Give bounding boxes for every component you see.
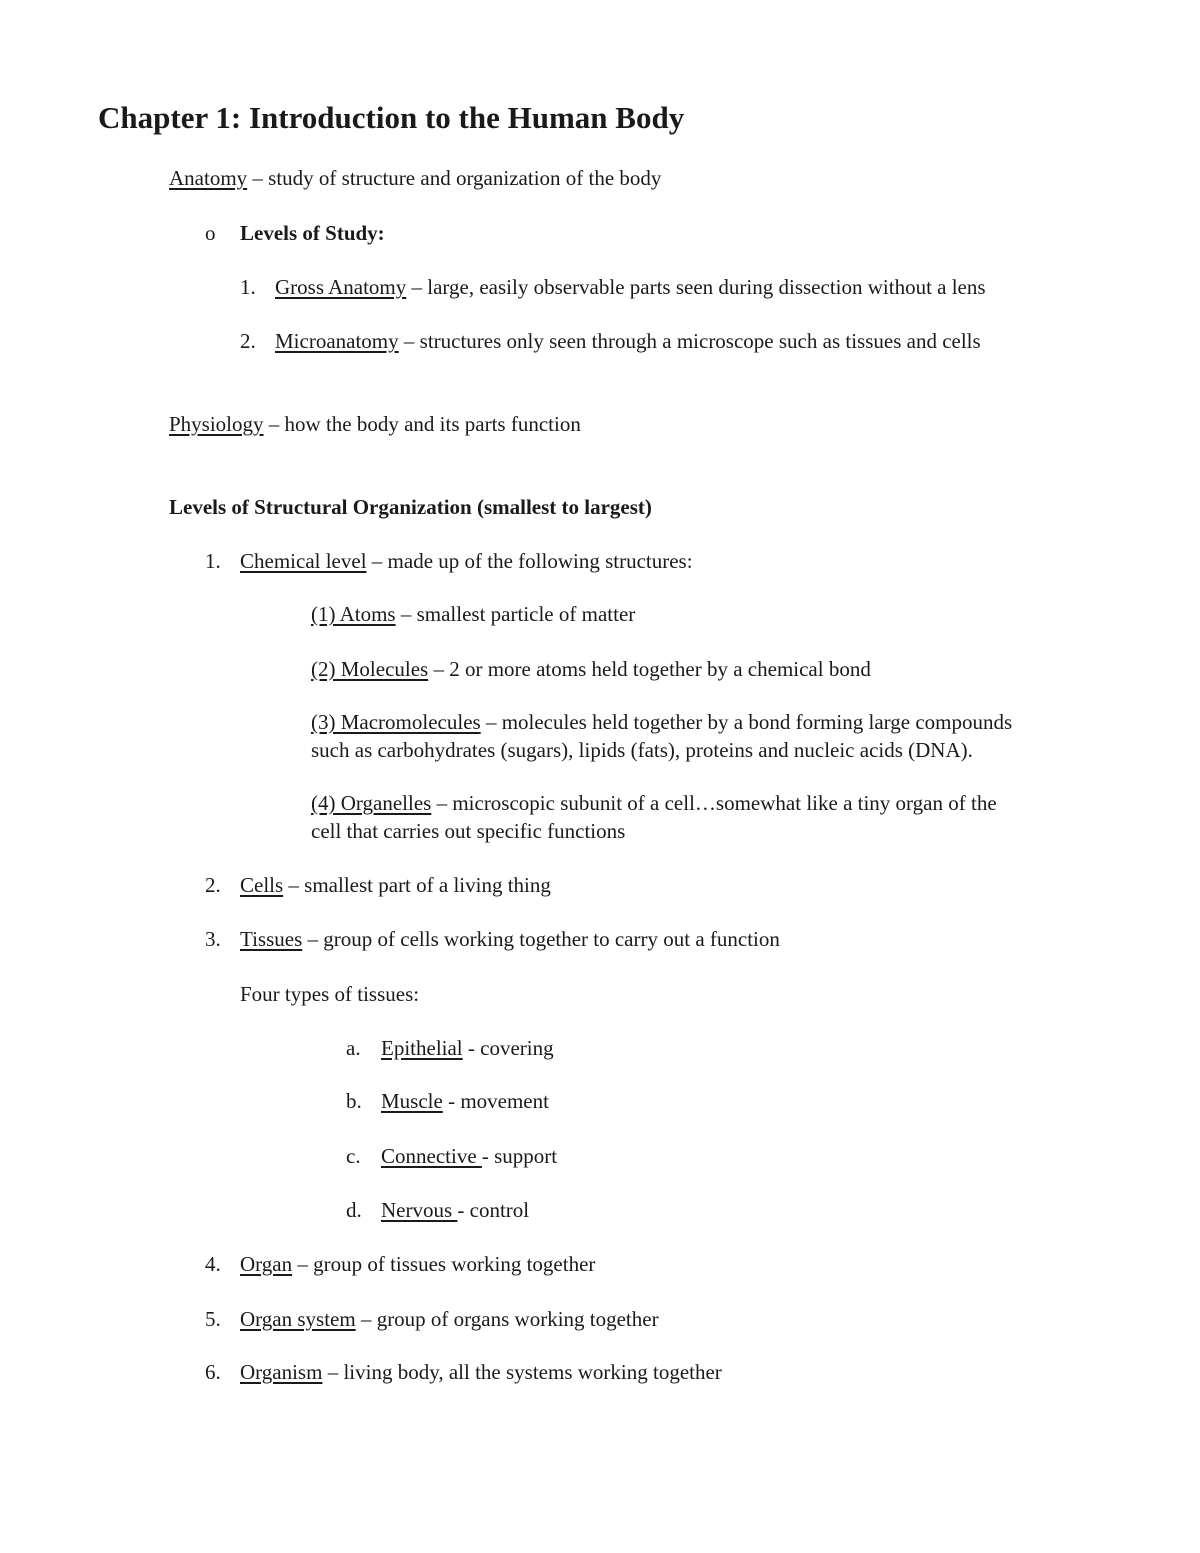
list-marker: a.: [346, 1036, 361, 1060]
list-marker: d.: [346, 1198, 362, 1222]
list-item-tissues: [240, 925, 780, 953]
anatomy-definition: [169, 164, 661, 192]
epithelial-definition: - covering: [462, 1036, 554, 1060]
connective-definition: - support: [481, 1144, 558, 1168]
tissue-type-nervous: [381, 1196, 529, 1224]
chemical-level-term: Chemical level: [240, 549, 367, 573]
organ-definition: – group of tissues working together: [292, 1252, 596, 1276]
epithelial-term: Epithelial: [381, 1036, 463, 1060]
subitem-organelles: [311, 789, 997, 817]
cells-definition: – smallest part of a living thing: [283, 873, 551, 897]
organ-system-term: Organ system: [240, 1307, 356, 1331]
gross-anatomy-term: Gross Anatomy: [275, 275, 407, 299]
list-item-chemical-level: [240, 547, 693, 575]
list-marker: 3.: [205, 927, 221, 951]
tissue-type-connective: [381, 1142, 557, 1170]
list-marker: 4.: [205, 1252, 221, 1276]
list-marker: 1.: [205, 549, 221, 573]
organism-term: Organism: [240, 1360, 323, 1384]
section-heading: Levels of Structural Organization (smallest to largest): [169, 495, 652, 519]
physiology-definition-text: – how the body and its parts function: [263, 412, 581, 436]
subitem-atoms: [311, 600, 635, 628]
list-item-gross-anatomy: [275, 273, 986, 301]
list-item-organism: [240, 1358, 722, 1386]
bullet-marker: o: [205, 221, 216, 245]
cells-term: Cells: [240, 873, 284, 897]
page-title: Chapter 1: Introduction to the Human Body: [98, 100, 685, 135]
macromolecules-continuation: such as carbohydrates (sugars), lipids (fats), proteins and nucleic acids (DNA).: [311, 738, 973, 762]
macromolecules-definition: – molecules held together by a bond forming large compounds: [480, 710, 1013, 734]
list-item-cells: [240, 871, 551, 899]
list-marker: b.: [346, 1089, 362, 1113]
organism-definition: – living body, all the systems working together: [322, 1360, 722, 1384]
anatomy-term: Anatomy: [169, 166, 248, 190]
molecules-term: (2) Molecules: [311, 657, 429, 681]
list-marker: c.: [346, 1144, 361, 1168]
list-marker: 2.: [240, 329, 256, 353]
microanatomy-term: Microanatomy: [275, 329, 399, 353]
anatomy-definition-text: – study of structure and organization of the body: [247, 166, 662, 190]
organ-term: Organ: [240, 1252, 293, 1276]
tissue-types-label: Four types of tissues:: [240, 982, 420, 1006]
nervous-definition: - control: [457, 1198, 530, 1222]
subitem-macromolecules: [311, 708, 1012, 736]
tissues-term: Tissues: [240, 927, 303, 951]
microanatomy-definition: – structures only seen through a microscope such as tissues and cells: [398, 329, 981, 353]
macromolecules-term: (3) Macromolecules: [311, 710, 481, 734]
connective-term: Connective: [381, 1144, 482, 1168]
list-item-organ: [240, 1250, 595, 1278]
list-marker: 2.: [205, 873, 221, 897]
chemical-level-definition: – made up of the following structures:: [366, 549, 693, 573]
tissues-definition: – group of cells working together to carry out a function: [302, 927, 780, 951]
organ-system-definition: – group of organs working together: [355, 1307, 659, 1331]
list-marker: 1.: [240, 275, 256, 299]
levels-of-study-label: Levels of Study:: [240, 221, 385, 245]
organelles-continuation: cell that carries out specific functions: [311, 819, 626, 843]
molecules-definition: – 2 or more atoms held together by a chemical bond: [428, 657, 871, 681]
list-marker: 6.: [205, 1360, 221, 1384]
physiology-term: Physiology: [169, 412, 264, 436]
tissue-type-epithelial: [381, 1034, 554, 1062]
list-item-microanatomy: [275, 327, 981, 355]
tissue-type-muscle: [381, 1087, 549, 1115]
physiology-definition: [169, 410, 581, 438]
atoms-definition: – smallest particle of matter: [395, 602, 636, 626]
organelles-definition: – microscopic subunit of a cell…somewhat like a tiny organ of the: [431, 791, 997, 815]
list-marker: 5.: [205, 1307, 221, 1331]
gross-anatomy-definition: – large, easily observable parts seen during dissection without a lens: [406, 275, 986, 299]
organelles-term: (4) Organelles: [311, 791, 432, 815]
muscle-term: Muscle: [381, 1089, 443, 1113]
atoms-term: (1) Atoms: [311, 602, 396, 626]
subitem-molecules: [311, 655, 871, 683]
muscle-definition: - movement: [442, 1089, 549, 1113]
nervous-term: Nervous: [381, 1198, 458, 1222]
list-item-organ-system: [240, 1305, 659, 1333]
